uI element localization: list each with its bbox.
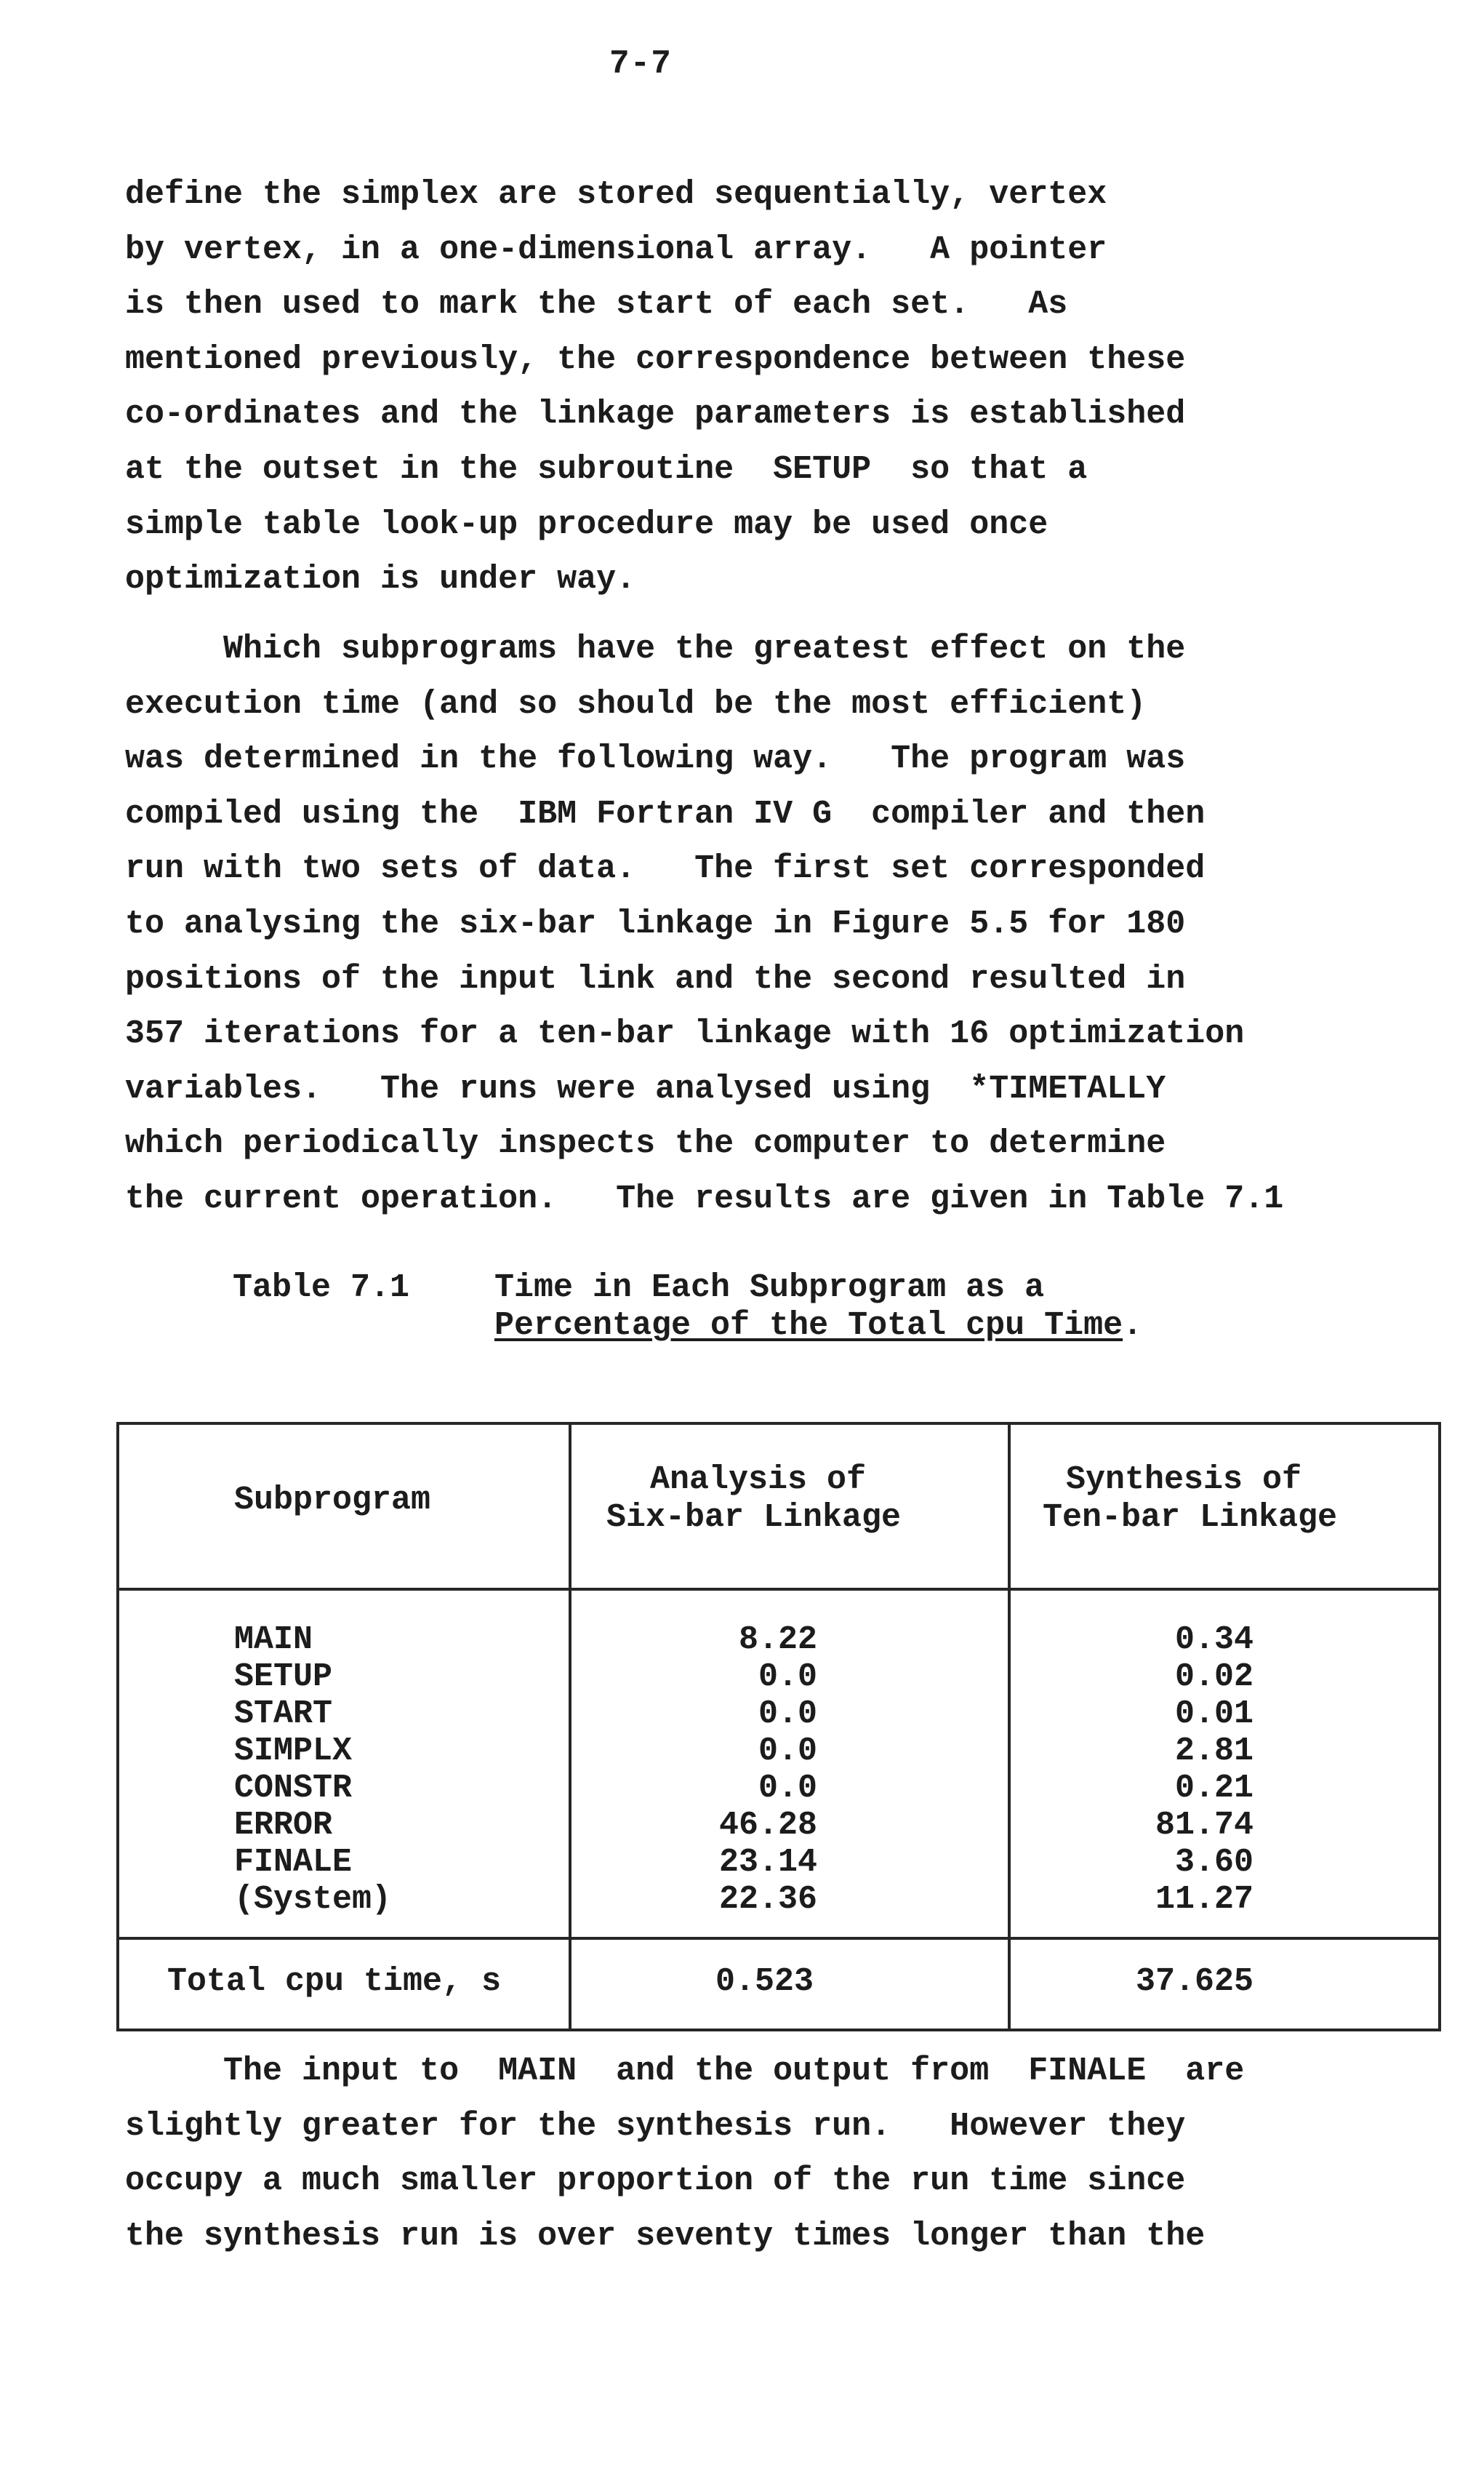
text-line: variables. The runs were analysed using *TIMETALLY bbox=[125, 1070, 1166, 1108]
total-cpu-label: Total cpu time, s bbox=[167, 1963, 502, 2000]
subprogram-name: MAIN bbox=[234, 1621, 313, 1658]
text-line: compiled using the IBM Fortran IV G compiler and then bbox=[125, 795, 1206, 833]
text-line: mentioned previously, the correspondence between these bbox=[125, 340, 1186, 378]
analysis-value: 0.0 bbox=[758, 1658, 817, 1695]
subprogram-name: START bbox=[234, 1695, 333, 1732]
text-line: which periodically inspects the computer to determine bbox=[125, 1125, 1166, 1163]
text-line: optimization is under way. bbox=[125, 561, 636, 599]
text-line: simple table look-up procedure may be used once bbox=[125, 505, 1048, 543]
subprogram-name: SETUP bbox=[234, 1658, 333, 1695]
text-line: to analysing the six-bar linkage in Figure 5.5 for 180 bbox=[125, 905, 1186, 943]
text-line: define the simplex are stored sequentially, vertex bbox=[125, 176, 1107, 213]
analysis-value: 8.22 bbox=[738, 1621, 817, 1658]
subprogram-name: SIMPLX bbox=[234, 1732, 353, 1770]
synthesis-value: 0.02 bbox=[1174, 1658, 1254, 1695]
subprogram-name: (System) bbox=[234, 1881, 392, 1918]
table-title-line2 bbox=[494, 1307, 1142, 1345]
synthesis-column bbox=[1108, 1621, 1254, 1918]
paragraph-simplex-storage bbox=[125, 167, 1448, 607]
table-title-line1: Time in Each Subprogram as a bbox=[494, 1269, 1045, 1306]
text-line: at the outset in the subroutine SETUP so that a bbox=[125, 450, 1088, 488]
paragraph-main-finale bbox=[125, 2044, 1448, 2263]
total-synthesis-value: 37.625 bbox=[1136, 1963, 1254, 2000]
synthesis-value: 3.60 bbox=[1174, 1844, 1254, 1881]
text-line: slightly greater for the synthesis run. However they bbox=[125, 2107, 1186, 2145]
text-line: by vertex, in a one-dimensional array. A pointer bbox=[125, 231, 1107, 268]
page-number: 7-7 bbox=[609, 45, 672, 83]
text-line: The input to MAIN and the output from FINALE are bbox=[125, 2053, 1245, 2090]
synthesis-value: 81.74 bbox=[1155, 1807, 1254, 1844]
analysis-value: 46.28 bbox=[718, 1807, 817, 1844]
timing-table bbox=[116, 1422, 1441, 2031]
header-analysis-line2: Six-bar Linkage bbox=[606, 1499, 902, 1536]
analysis-value: 0.0 bbox=[758, 1732, 817, 1770]
text-line: positions of the input link and the second resulted in bbox=[125, 960, 1186, 998]
analysis-value: 0.0 bbox=[758, 1695, 817, 1732]
text-line: the synthesis run is over seventy times longer than the bbox=[125, 2217, 1206, 2255]
analysis-value: 0.0 bbox=[758, 1770, 817, 1807]
text-line: was determined in the following way. The program was bbox=[125, 740, 1186, 778]
header-subprogram: Subprogram bbox=[234, 1482, 431, 1519]
paragraph-execution-time bbox=[125, 622, 1448, 1227]
text-line: run with two sets of data. The first set corresponded bbox=[125, 850, 1206, 888]
text-line: 357 iterations for a ten-bar linkage with 16 optimization bbox=[125, 1015, 1245, 1053]
synthesis-value: 0.21 bbox=[1174, 1770, 1254, 1807]
header-divider bbox=[119, 1588, 1438, 1591]
total-analysis-value: 0.523 bbox=[715, 1963, 814, 2000]
header-synthesis-line1: Synthesis of bbox=[1066, 1461, 1302, 1498]
text-line: execution time (and so should be the most efficient) bbox=[125, 685, 1147, 723]
table-title-underlined: Percentage of the Total cpu Time bbox=[494, 1307, 1123, 1344]
header-analysis-line1: Analysis of bbox=[650, 1461, 867, 1498]
synthesis-value: 0.01 bbox=[1174, 1695, 1254, 1732]
table-caption bbox=[233, 1269, 1143, 1420]
analysis-column bbox=[672, 1621, 817, 1918]
header-synthesis-line2: Ten-bar Linkage bbox=[1043, 1499, 1338, 1536]
synthesis-value: 11.27 bbox=[1155, 1881, 1254, 1918]
subprogram-name: ERROR bbox=[234, 1807, 333, 1844]
text-line: occupy a much smaller proportion of the run time since bbox=[125, 2162, 1186, 2200]
subprogram-name: FINALE bbox=[234, 1844, 353, 1881]
text-line: is then used to mark the start of each set. As bbox=[125, 286, 1068, 324]
subprogram-name: CONSTR bbox=[234, 1770, 353, 1807]
table-title-period: . bbox=[1123, 1307, 1143, 1344]
analysis-value: 22.36 bbox=[718, 1881, 817, 1918]
text-line: Which subprograms have the greatest effect on the bbox=[125, 631, 1186, 668]
table-label: Table 7.1 bbox=[233, 1269, 410, 1306]
text-line: co-ordinates and the linkage parameters is established bbox=[125, 396, 1186, 433]
synthesis-value: 0.34 bbox=[1174, 1621, 1254, 1658]
subprogram-column bbox=[234, 1621, 391, 1918]
analysis-value: 23.14 bbox=[718, 1844, 817, 1881]
total-divider bbox=[119, 1937, 1438, 1940]
synthesis-value: 2.81 bbox=[1174, 1732, 1254, 1770]
text-line: the current operation. The results are given in Table 7.1 bbox=[125, 1180, 1284, 1218]
